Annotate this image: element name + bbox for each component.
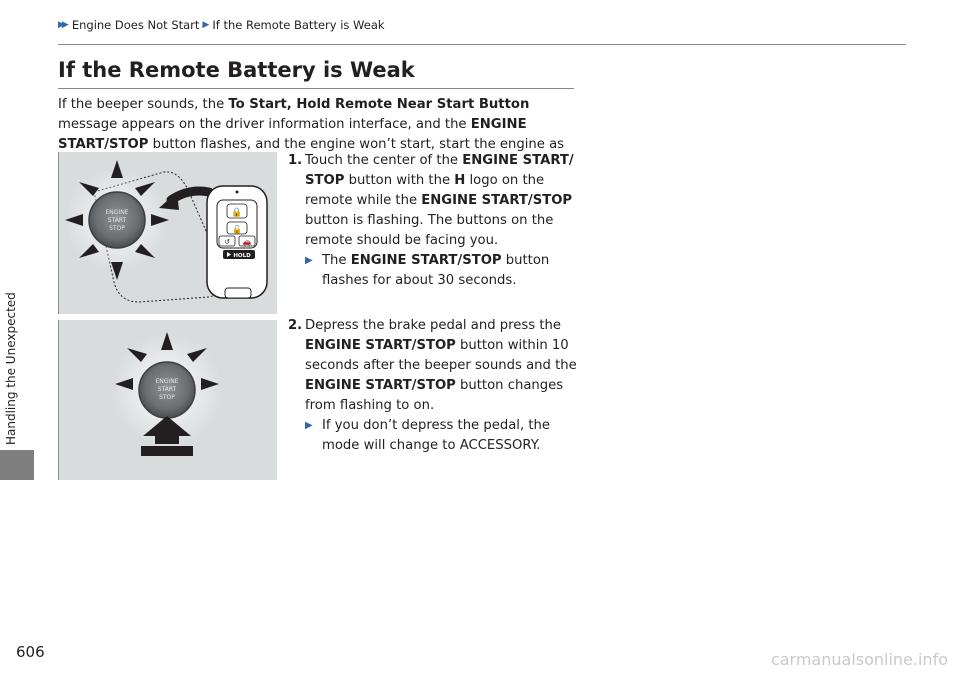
breadcrumb-double-arrow-icon: ▶▶	[58, 20, 66, 30]
lock-icon: 🔒	[231, 208, 243, 218]
step-2-text-1: Depress the brake pedal and press the	[305, 318, 561, 333]
step-2-text-2: button within 10 seconds after the beeper sounds and the	[305, 338, 577, 373]
button-label-line2: START	[157, 386, 177, 393]
breadcrumb-arrow-icon: ▶	[202, 20, 210, 30]
step-2-bold-1: ENGINE START/STOP	[305, 338, 456, 353]
step-1	[288, 151, 580, 291]
step-2	[288, 316, 580, 456]
step-1-text-2: button with the	[344, 173, 455, 188]
step-1-text-1: Touch the center of the	[305, 153, 463, 168]
watermark: carmanualsonline.info	[770, 650, 948, 669]
button-label-line2: START	[107, 217, 127, 224]
step-2-number: 2.	[288, 318, 303, 333]
page-number: 606	[16, 643, 45, 661]
step-2-note-text: If you don’t depress the pedal, the mode will change to ACCESSORY.	[322, 418, 550, 453]
note-arrow-icon: ▶	[305, 420, 313, 431]
sidebar-section-marker	[0, 450, 34, 480]
step-2-note	[288, 416, 580, 456]
step-1-note	[288, 251, 580, 291]
breadcrumb-item-remote-battery-weak[interactable]: If the Remote Battery is Weak	[212, 18, 385, 32]
intro-text-2: message appears on the driver information interface, and the	[58, 117, 471, 132]
remote-start-icon: ↺	[224, 238, 230, 246]
header-divider	[58, 44, 906, 45]
step-1-note-text-1: The	[322, 253, 351, 268]
step-2-text	[288, 316, 580, 416]
intro-message-name: To Start, Hold Remote Near Start Button	[228, 97, 530, 112]
note-arrow-icon: ▶	[305, 255, 313, 266]
intro-button-name: ENGINE START/STOP	[58, 117, 527, 152]
remote-touch-illustration	[59, 152, 277, 314]
title-divider	[58, 88, 574, 89]
button-label-line1: ENGINE	[155, 378, 179, 385]
hold-label: HOLD	[233, 253, 251, 259]
sidebar-section-label: Handling the Unexpected	[4, 292, 18, 445]
step-2-text-3: button changes from flashing to on.	[305, 378, 564, 413]
step-1-note-bold: ENGINE START/STOP	[350, 253, 502, 268]
breadcrumb-item-engine-does-not-start[interactable]: Engine Does Not Start	[71, 18, 200, 32]
sidebar-section-tab	[0, 0, 34, 600]
intro-text-1: If the beeper sounds, the	[58, 97, 229, 112]
step-2-bold-2: ENGINE START/STOP	[305, 378, 456, 393]
figure-press-button	[58, 320, 277, 480]
trunk-icon: 🚗	[242, 238, 252, 246]
figure-remote-touch-button	[58, 152, 277, 314]
page-title: If the Remote Battery is Weak	[58, 58, 415, 82]
step-1-text	[288, 151, 580, 251]
step-1-text-3: logo on the remote while the	[305, 173, 545, 208]
step-1-bold-2: H	[454, 173, 466, 188]
button-label-line3: STOP	[109, 225, 125, 232]
step-1-text-4: button is flashing. The buttons on the remote should be facing you.	[305, 213, 554, 248]
step-1-bold-1: ENGINE START/ STOP	[305, 153, 574, 188]
unlock-icon: 🔓	[232, 225, 242, 234]
breadcrumb	[58, 18, 385, 32]
intro-text-3: button flashes, and the engine won’t start, start the engine as	[152, 137, 565, 152]
press-button-illustration	[59, 320, 277, 480]
button-label-line1: ENGINE	[105, 209, 129, 216]
step-1-bold-3: ENGINE START/STOP	[421, 193, 573, 208]
button-label-line3: STOP	[159, 394, 175, 401]
step-1-number: 1.	[288, 153, 303, 168]
step-1-note-text-2: button flashes for about 30 seconds.	[322, 253, 550, 288]
